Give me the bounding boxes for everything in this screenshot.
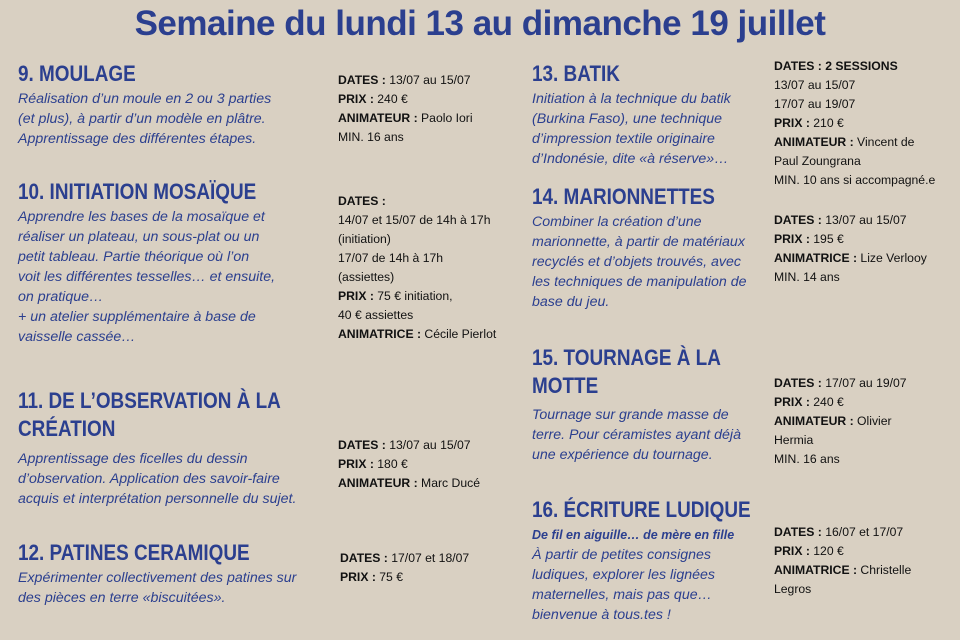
workshop-13-info: DATES : 2 SESSIONS 13/07 au 15/07 17/07 au 19/07 PRIX : 210 € ANIMATEUR : Vincent de Paul Zoungrana MIN. 10 ans si accompagné.e — [774, 59, 936, 187]
workshop-11-info: DATES : 13/07 au 15/07 PRIX : 180 € ANIMATEUR : Marc Ducé — [338, 438, 480, 490]
workshop-15-title: 15. TOURNAGE À LA MOTTE — [532, 345, 721, 398]
workshop-16-description: À partir de petites consignes ludiques, explorer les lignées maternelles, mais pas que… bienvenue à tous.tes ! — [532, 547, 715, 623]
workshop-13-title: 13. BATIK — [532, 61, 620, 86]
workshop-12-description: Expérimenter collectivement des patines sur des pièces en terre «biscuitées». — [18, 570, 297, 606]
workshop-10-info: DATES : 14/07 et 15/07 de 14h à 17h (initiation) 17/07 de 14h à 17h (assiettes) PRIX : 75 € initiation, 40 € assiettes ANIMATRICE : Cécile Pierlot — [338, 194, 497, 341]
workshop-13-description: Initiation à la technique du batik (Burkina Faso), une technique d’impression textile originaire d’Indonésie, dite «à réserve»… — [532, 91, 731, 167]
workshop-12-info: DATES : 17/07 et 18/07 PRIX : 75 € — [340, 551, 470, 584]
workshop-16-subtitle: De fil en aiguille… de mère en fille — [532, 528, 735, 542]
workshop-14-description: Combiner la création d’une marionnette, à partir de matériaux recyclés et d’objets trouvés, avec les techniques de manipulation de base du jeu. — [532, 214, 747, 310]
workshop-14-title: 14. MARIONNETTES — [532, 184, 715, 209]
workshop-15-description: Tournage sur grande masse de terre. Pour céramistes ayant déjà une expérience du tournage. — [532, 407, 741, 463]
workshop-10-title: 10. INITIATION MOSAÏQUE — [18, 179, 257, 204]
workshop-10-description: Apprendre les bases de la mosaïque et réaliser un plateau, un sous-plat ou un petit tableau. Partie théorique où l’on voit les différentes tesselles… et ensuite, on pratique… + un atelier supplémentaire à base de vaisselle cassée… — [18, 209, 276, 345]
workshop-11-title: 11. DE L’OBSERVATION À LA CRÉATION — [18, 388, 281, 441]
workshop-15-info: DATES : 17/07 au 19/07 PRIX : 240 € ANIMATEUR : Olivier Hermia MIN. 16 ans — [774, 376, 907, 466]
workshop-9-description: Réalisation d’un moule en 2 ou 3 parties (et plus), à partir d’un modèle en plâtre. Apprentissage des différentes étapes. — [18, 91, 272, 147]
workshop-14-info: DATES : 13/07 au 15/07 PRIX : 195 € ANIMATRICE : Lize Verlooy MIN. 14 ans — [774, 213, 927, 284]
workshop-12-title: 12. PATINES CERAMIQUE — [18, 540, 250, 565]
workshop-11-description: Apprentissage des ficelles du dessin d’observation. Application des savoir-faire acquis et interprétation personnelle du sujet. — [18, 451, 297, 507]
workshop-16-info: DATES : 16/07 et 17/07 PRIX : 120 € ANIMATRICE : Christelle Legros — [774, 525, 912, 596]
workshop-9-title: 9. MOULAGE — [18, 61, 136, 86]
workshop-9-info: DATES : 13/07 au 15/07 PRIX : 240 € ANIMATEUR : Paolo Iori MIN. 16 ans — [338, 73, 473, 144]
page-title: Semaine du lundi 13 au dimanche 19 juillet — [134, 4, 826, 43]
workshop-16-title: 16. ÉCRITURE LUDIQUE — [532, 497, 751, 522]
